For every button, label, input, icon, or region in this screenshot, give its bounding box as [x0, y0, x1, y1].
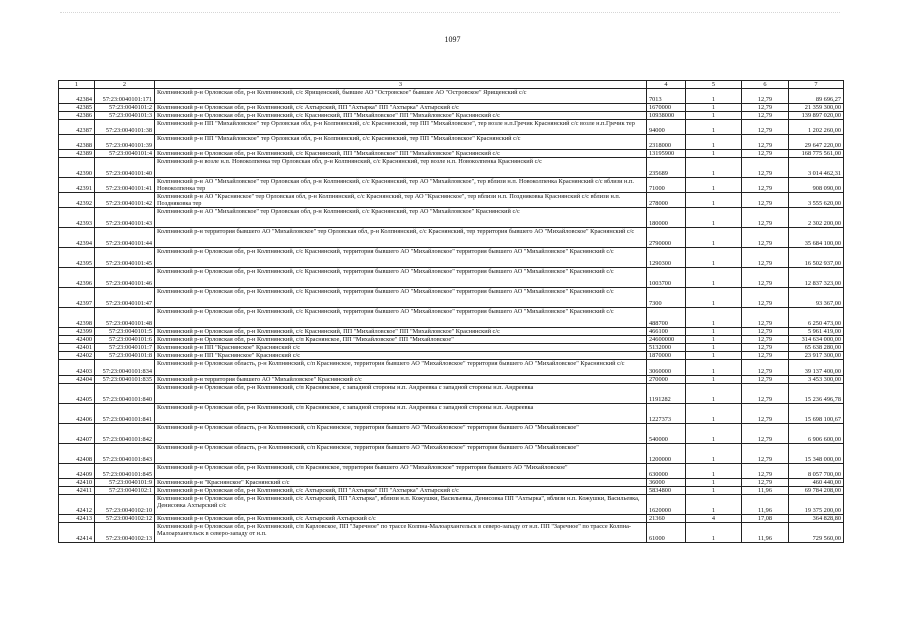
parcel-area: 488700	[647, 308, 686, 328]
table-row	[59, 158, 844, 178]
parcel-area: 540000	[647, 424, 686, 444]
table-row	[59, 248, 844, 268]
cadastral-value: 314 634 000,00	[789, 336, 844, 344]
parcel-area: 1620000	[647, 495, 686, 515]
cadastral-value: 3 014 462,31	[789, 158, 844, 178]
cadastral-rate: 12,79	[742, 228, 789, 248]
row-number: 42414	[59, 523, 95, 543]
table-row	[59, 495, 844, 515]
cadastral-value: 5 961 419,00	[789, 328, 844, 336]
cadastral-number: 57:23:0040101:9	[95, 479, 155, 487]
cadastral-value: 65 638 280,00	[789, 344, 844, 352]
parcel-description: Колпнянский р-н ПП "Михайловское" тер Орловская обл, р-н Колпнянский, с/с Краснянский, тер ПП "Михайловское" Краснянский с/с	[155, 135, 647, 150]
category-code: 1	[686, 404, 742, 424]
column-header: 1	[59, 81, 95, 89]
category-code: 1	[686, 135, 742, 150]
parcel-area: 24600000	[647, 336, 686, 344]
parcel-description: Колпнянский р-н возле н.п. Новоколпенка тер Орловская обл, р-н Колпнянский, с/с Краснянский, тер возле н.п. Новоколпенка Краснянский с/с	[155, 158, 647, 178]
cadastral-rate: 12,79	[742, 135, 789, 150]
category-code: 1	[686, 150, 742, 158]
cadastral-number: 57:23:0040102:12	[95, 515, 155, 523]
category-code: 1	[686, 158, 742, 178]
parcel-area: 235689	[647, 158, 686, 178]
cadastral-value: 6 250 473,00	[789, 308, 844, 328]
table-row	[59, 89, 844, 104]
row-number: 42404	[59, 376, 95, 384]
category-code: 1	[686, 479, 742, 487]
category-code: 1	[686, 352, 742, 360]
cadastral-rate: 12,79	[742, 376, 789, 384]
cadastral-number: 57:23:0040101:2	[95, 104, 155, 112]
cadastral-number: 57:23:0040101:48	[95, 308, 155, 328]
registry-table	[58, 80, 844, 543]
category-code: 1	[686, 523, 742, 543]
parcel-area: 278000	[647, 193, 686, 208]
cadastral-number: 57:23:0040101:841	[95, 404, 155, 424]
parcel-description: Колпнянский р-н Орловская обл, р-н Колпнянский, с/с Ахтырский, ПП "Ахтырка" ПП "Ахтырка" Ахтырский с/с	[155, 104, 647, 112]
cadastral-rate: 11,96	[742, 523, 789, 543]
cadastral-rate: 12,79	[742, 424, 789, 444]
category-code: 1	[686, 308, 742, 328]
table-row	[59, 384, 844, 404]
cadastral-value: 908 090,00	[789, 178, 844, 193]
cadastral-number: 57:23:0040101:843	[95, 444, 155, 464]
cadastral-rate: 12,79	[742, 150, 789, 158]
row-number: 42413	[59, 515, 95, 523]
parcel-area: 5834800	[647, 487, 686, 495]
row-number: 42389	[59, 150, 95, 158]
row-number: 42391	[59, 178, 95, 193]
row-number: 42401	[59, 344, 95, 352]
cadastral-number: 57:23:0040101:845	[95, 464, 155, 479]
table-row	[59, 268, 844, 288]
parcel-description: Колпнянский р-н Орловская обл, р-н Колпнянский, с/с Краснянский, территория бывшего АО "Михайловское" территория бывшего АО "Михайловское" Краснянский с/с	[155, 288, 647, 308]
row-number: 42411	[59, 487, 95, 495]
parcel-area: 270000	[647, 376, 686, 384]
parcel-description: Колпнянский р-н территория бывшего АО "Михайловское" тер Орловская обл, р-н Колпнянский, с/с Краснянский, тер территория бывшего АО "Михайловское" Краснянский с/с	[155, 228, 647, 248]
cadastral-rate: 12,79	[742, 308, 789, 328]
cadastral-value: 15 348 000,00	[789, 444, 844, 464]
cadastral-rate: 12,79	[742, 384, 789, 404]
cadastral-rate: 12,79	[742, 120, 789, 135]
table-row	[59, 135, 844, 150]
table-row	[59, 208, 844, 228]
cadastral-value: 15 236 496,78	[789, 384, 844, 404]
row-number: 42396	[59, 268, 95, 288]
cadastral-number: 57:23:0040101:835	[95, 376, 155, 384]
table-row	[59, 150, 844, 158]
category-code: 1	[686, 112, 742, 120]
parcel-description: Колпнянский р-н Орловская обл, р-н Колпнянский, с/с Краснянский, ПП "Михайловское" ПП "Михайловское" Краснянский с/с	[155, 150, 647, 158]
parcel-description: Колпнянский р-н ПП "Краснянское" Краснянский с/с	[155, 344, 647, 352]
parcel-description: Колпнянский р-н территория бывшего АО "Михайловское" Краснянский с/с	[155, 376, 647, 384]
cadastral-number: 57:23:0040101:8	[95, 352, 155, 360]
cadastral-value: 29 647 220,00	[789, 135, 844, 150]
parcel-area: 1290300	[647, 248, 686, 268]
cadastral-rate: 12,79	[742, 178, 789, 193]
parcel-description: Колпнянский р-н Орловская обл, р-н Колпнянский, с/с Краснянский, территория бывшего АО "Михайловское" территория бывшего АО "Михайловское" Краснянский с/с	[155, 268, 647, 288]
cadastral-number: 57:23:0040101:40	[95, 158, 155, 178]
cadastral-value: 16 502 937,00	[789, 248, 844, 268]
cadastral-value: 15 698 100,67	[789, 404, 844, 424]
cadastral-value: 8 057 700,00	[789, 464, 844, 479]
row-number: 42393	[59, 208, 95, 228]
cadastral-number: 57:23:0040101:4	[95, 150, 155, 158]
cadastral-rate: 12,79	[742, 352, 789, 360]
parcel-description: Колпнянский р-н АО "Михайловское" тер Орловская обл, р-н Колпнянский, с/с Краснянский, тер АО "Михайловское", тер вблизи н.п. Новоколпенка Краснянский с/с вблизи н.п. Новоколпенка тер	[155, 178, 647, 193]
cadastral-value: 93 367,00	[789, 288, 844, 308]
table-header	[59, 81, 844, 89]
table-row	[59, 308, 844, 328]
table-row	[59, 487, 844, 495]
cadastral-number: 57:23:0040101:43	[95, 208, 155, 228]
cadastral-value: 19 375 200,00	[789, 495, 844, 515]
cadastral-rate: 12,79	[742, 158, 789, 178]
parcel-description: Колпнянский р-н Орловская обл, р-н Колпнянский, с/с Ахтырский Ахтырский с/с	[155, 515, 647, 523]
table-row	[59, 515, 844, 523]
cadastral-value: 139 897 020,00	[789, 112, 844, 120]
parcel-description: Колпнянский р-н Орловская область, р-н Колпнянский, с/п Краснянское, территория бывшего АО "Михайловское" территория бывшего АО "Михайловское"	[155, 424, 647, 444]
cadastral-value: 2 302 200,00	[789, 208, 844, 228]
row-number: 42409	[59, 464, 95, 479]
row-number: 42410	[59, 479, 95, 487]
cadastral-number: 57:23:0040101:3	[95, 112, 155, 120]
parcel-description: Колпнянский р-н Орловская область, р-н Колпнянский, с/п Краснянское, территория бывшего АО "Михайловское" территория бывшего АО "Михайловское"	[155, 444, 647, 464]
cadastral-rate: 12,79	[742, 112, 789, 120]
category-code: 1	[686, 288, 742, 308]
category-code: 1	[686, 248, 742, 268]
category-code: 1	[686, 178, 742, 193]
cadastral-value: 69 784 208,00	[789, 487, 844, 495]
table-body	[59, 89, 844, 543]
category-code: 1	[686, 120, 742, 135]
cadastral-number: 57:23:0040101:45	[95, 248, 155, 268]
table-row	[59, 344, 844, 352]
category-code: 1	[686, 487, 742, 495]
cadastral-value: 89 696,27	[789, 89, 844, 104]
parcel-description: Колпнянский р-н Орловская обл, р-н Колпнянский, с/п Краснянское, ПП "Михайловское" ПП "Михайловское"	[155, 336, 647, 344]
table-row	[59, 193, 844, 208]
category-code: 1	[686, 495, 742, 515]
parcel-area: 1191282	[647, 384, 686, 404]
cadastral-rate: 12,79	[742, 360, 789, 376]
cadastral-rate: 17,08	[742, 515, 789, 523]
row-number: 42407	[59, 424, 95, 444]
header-row	[59, 81, 844, 89]
cadastral-number: 57:23:0040101:42	[95, 193, 155, 208]
category-code: 1	[686, 208, 742, 228]
cadastral-number: 57:23:0040102:10	[95, 495, 155, 515]
parcel-description: Колпнянский р-н Орловская обл, р-н Колпнянский, с/с Краснянский, ПП "Михайловское" ПП "Михайловское" Краснянский с/с	[155, 112, 647, 120]
cadastral-value: 39 137 400,00	[789, 360, 844, 376]
category-code: 1	[686, 360, 742, 376]
row-number: 42386	[59, 112, 95, 120]
parcel-description: Колпнянский р-н Орловская обл, р-н Колпнянский, с/с Краснянский, территория бывшего АО "Михайловское" территория бывшего АО "Михайловское" Краснянский с/с	[155, 248, 647, 268]
row-number: 42390	[59, 158, 95, 178]
category-code: 1	[686, 89, 742, 104]
cadastral-value: 364 828,80	[789, 515, 844, 523]
table-row	[59, 424, 844, 444]
cadastral-number: 57:23:0040101:46	[95, 268, 155, 288]
row-number: 42408	[59, 444, 95, 464]
scan-noise	[60, 12, 840, 17]
column-header: 4	[647, 81, 686, 89]
cadastral-number: 57:23:0040101:39	[95, 135, 155, 150]
table-row	[59, 112, 844, 120]
parcel-description: Колпнянский р-н Орловская обл, р-н Колпнянский, с/с Ярищенский, бывшее АО "Островское" бывшее АО "Островское" Ярищенский с/с	[155, 89, 647, 104]
parcel-description: Колпнянский р-н Орловская обл, р-н Колпнянский, с/с Ахтырский, ПП "Ахтырка", вблизи н.п. Кожушки, Васильевка, Денисовка ПП "Ахтырка", вблизи н.п. Кожушки, Васильевка, Денисовка Ахтырский с/с	[155, 495, 647, 515]
parcel-area: 466100	[647, 328, 686, 336]
cadastral-number: 57:23:0040101:38	[95, 120, 155, 135]
column-header: 5	[686, 81, 742, 89]
parcel-area: 2318000	[647, 135, 686, 150]
cadastral-number: 57:23:0040101:41	[95, 178, 155, 193]
table-row	[59, 288, 844, 308]
parcel-area: 94000	[647, 120, 686, 135]
cadastral-rate: 12,79	[742, 344, 789, 352]
row-number: 42385	[59, 104, 95, 112]
cadastral-number: 57:23:0040102:1	[95, 487, 155, 495]
cadastral-rate: 12,79	[742, 268, 789, 288]
parcel-area: 7013	[647, 89, 686, 104]
row-number: 42384	[59, 89, 95, 104]
parcel-area: 1200000	[647, 444, 686, 464]
category-code: 1	[686, 104, 742, 112]
table-row	[59, 464, 844, 479]
parcel-area: 1870000	[647, 352, 686, 360]
cadastral-rate: 12,79	[742, 479, 789, 487]
cadastral-value: 21 359 300,00	[789, 104, 844, 112]
category-code: 1	[686, 328, 742, 336]
table-row	[59, 228, 844, 248]
cadastral-number: 57:23:0040101:5	[95, 328, 155, 336]
row-number: 42400	[59, 336, 95, 344]
cadastral-rate: 12,79	[742, 444, 789, 464]
cadastral-value: 3 555 620,00	[789, 193, 844, 208]
table-row	[59, 404, 844, 424]
category-code: 1	[686, 424, 742, 444]
cadastral-rate: 12,79	[742, 404, 789, 424]
category-code: 1	[686, 336, 742, 344]
category-code: 1	[686, 344, 742, 352]
table-row	[59, 479, 844, 487]
parcel-area: 61000	[647, 523, 686, 543]
parcel-description: Колпнянский р-н Орловская обл, р-н Колпнянский, с/с Краснянский, ПП "Михайловское" ПП "Михайловское" Краснянский с/с	[155, 328, 647, 336]
column-header: 3	[155, 81, 647, 89]
cadastral-number: 57:23:0040101:834	[95, 360, 155, 376]
row-number: 42395	[59, 248, 95, 268]
category-code: 1	[686, 444, 742, 464]
cadastral-number: 57:23:0040101:842	[95, 424, 155, 444]
row-number: 42405	[59, 384, 95, 404]
parcel-description: Колпнянский р-н ПП "Краснянское" Краснянский с/с	[155, 352, 647, 360]
row-number: 42406	[59, 404, 95, 424]
row-number: 42412	[59, 495, 95, 515]
parcel-description: Колпнянский р-н АО "Михайловское" тер Орловская обл, р-н Колпнянский, с/с Краснянский, тер АО "Михайловское" Краснянский с/с	[155, 208, 647, 228]
cadastral-number: 57:23:0040101:7	[95, 344, 155, 352]
table-row	[59, 444, 844, 464]
cadastral-number: 57:23:0040101:840	[95, 384, 155, 404]
table-row	[59, 120, 844, 135]
cadastral-rate: 12,79	[742, 464, 789, 479]
table-row	[59, 376, 844, 384]
cadastral-number: 57:23:0040101:6	[95, 336, 155, 344]
row-number: 42398	[59, 308, 95, 328]
table-row	[59, 104, 844, 112]
cadastral-value: 35 684 100,00	[789, 228, 844, 248]
parcel-description: Колпнянский р-н Орловская обл, р-н Колпнянский, с/п Краснянское, территория бывшего АО "Михайловское" территория бывшего АО "Михайловское"	[155, 464, 647, 479]
table-row	[59, 328, 844, 336]
parcel-description: Колпнянский р-н Орловская обл, р-н Колпнянский, с/с Краснянский, территория бывшего АО "Михайловское" территория бывшего АО "Михайловское" Краснянский с/с	[155, 308, 647, 328]
parcel-area: 13195900	[647, 150, 686, 158]
cadastral-rate: 12,79	[742, 208, 789, 228]
row-number: 42399	[59, 328, 95, 336]
cadastral-number: 57:23:0040101:171	[95, 89, 155, 104]
row-number: 42394	[59, 228, 95, 248]
category-code: 1	[686, 228, 742, 248]
cadastral-number: 57:23:0040101:47	[95, 288, 155, 308]
cadastral-rate: 12,79	[742, 336, 789, 344]
parcel-description: Колпнянский р-н Орловская обл, р-н Колпнянский, с/п Краснянское, с западной стороны н.п. Андреевка с западной стороны н.п. Андреевка	[155, 404, 647, 424]
cadastral-number: 57:23:0040101:44	[95, 228, 155, 248]
category-code: 1	[686, 464, 742, 479]
cadastral-rate: 12,79	[742, 288, 789, 308]
parcel-description: Колпнянский р-н Орловская область, р-н Колпнянский, с/п Краснянское, территория бывшего АО "Михайловское" территория бывшего АО "Михайловское" Краснянский с/с	[155, 360, 647, 376]
category-code: 4	[686, 515, 742, 523]
page-number: 1097	[444, 35, 461, 44]
row-number: 42392	[59, 193, 95, 208]
cadastral-rate: 12,79	[742, 104, 789, 112]
cadastral-value: 23 917 300,00	[789, 352, 844, 360]
parcel-area: 1670000	[647, 104, 686, 112]
parcel-area: 3060000	[647, 360, 686, 376]
parcel-area: 7300	[647, 288, 686, 308]
cadastral-rate: 12,79	[742, 328, 789, 336]
column-header: 2	[95, 81, 155, 89]
parcel-area: 630000	[647, 464, 686, 479]
cadastral-value: 6 906 600,00	[789, 424, 844, 444]
parcel-area: 180000	[647, 208, 686, 228]
cadastral-value: 3 453 300,00	[789, 376, 844, 384]
category-code: 1	[686, 376, 742, 384]
parcel-description: Колпнянский р-н Орловская обл, р-н Колпнянский, с/п Краснянское, с западной стороны н.п. Андреевка с западной стороны н.п. Андреевка	[155, 384, 647, 404]
cadastral-value: 12 837 323,00	[789, 268, 844, 288]
parcel-area: 71000	[647, 178, 686, 193]
parcel-area: 5132000	[647, 344, 686, 352]
table-row	[59, 352, 844, 360]
parcel-description: Колпнянский р-н ПП "Михайловское" тер Орловская обл, р-н Колпнянский, с/с Краснянский, тер ПП "Михайловское", тер возле н.п.Гречик Краснянский с/с возле н.п.Гречик тер	[155, 120, 647, 135]
cadastral-value: 729 560,00	[789, 523, 844, 543]
cadastral-value: 460 440,00	[789, 479, 844, 487]
category-code: 1	[686, 193, 742, 208]
parcel-area: 21360	[647, 515, 686, 523]
cadastral-rate: 12,79	[742, 89, 789, 104]
table-row	[59, 178, 844, 193]
cadastral-value: 168 775 561,00	[789, 150, 844, 158]
parcel-description: Колпнянский р-н Орловская обл, р-н Колпнянский, с/с Ахтырский, ПП "Ахтырка" ПП "Ахтырка" Ахтырский с/с	[155, 487, 647, 495]
row-number: 42387	[59, 120, 95, 135]
parcel-area: 36000	[647, 479, 686, 487]
row-number: 42402	[59, 352, 95, 360]
table-row	[59, 360, 844, 376]
cadastral-rate: 12,79	[742, 248, 789, 268]
category-code: 1	[686, 268, 742, 288]
cadastral-rate: 11,96	[742, 487, 789, 495]
cadastral-number: 57:23:0040102:13	[95, 523, 155, 543]
category-code: 1	[686, 384, 742, 404]
parcel-description: Колпнянский р-н Орловская обл, р-н Колпнянский, с/п Карловское, ПП "Заречное" по трассе Колпна-Малоархангельск в северо-западу от н.п. ПП "Заречное" по трассе Колпна-Малоархангельск в северо-западу от н.п.	[155, 523, 647, 543]
row-number: 42388	[59, 135, 95, 150]
table-row	[59, 523, 844, 543]
table-row	[59, 336, 844, 344]
row-number: 42403	[59, 360, 95, 376]
parcel-area: 1227373	[647, 404, 686, 424]
column-header: 7	[789, 81, 844, 89]
parcel-area: 1003700	[647, 268, 686, 288]
parcel-description: Колпнянский р-н "Краснянское" Краснянский с/с	[155, 479, 647, 487]
parcel-description: Колпнянский р-н АО "Краснянское" тер Орловская обл, р-н Колпнянский, с/с Краснянский, тер АО "Краснянское", тер вблизи н.п. Поздняковка Краснянский с/с вблизи н.п. Поздняковка тер	[155, 193, 647, 208]
column-header: 6	[742, 81, 789, 89]
parcel-area: 2790000	[647, 228, 686, 248]
cadastral-rate: 12,79	[742, 193, 789, 208]
cadastral-value: 1 202 260,00	[789, 120, 844, 135]
row-number: 42397	[59, 288, 95, 308]
parcel-area: 10938000	[647, 112, 686, 120]
cadastral-rate: 11,96	[742, 495, 789, 515]
